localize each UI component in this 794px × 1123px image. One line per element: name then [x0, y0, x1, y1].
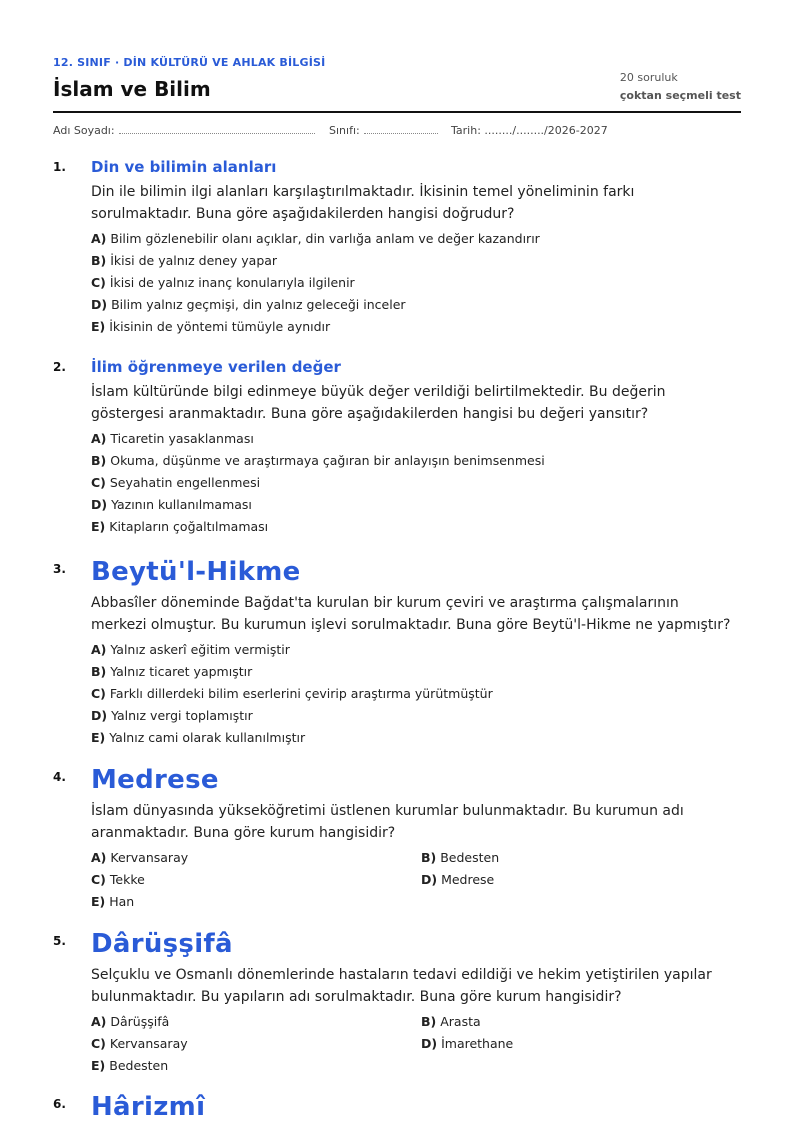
class-label: Sınıfı:	[329, 124, 360, 137]
question-number: 2.	[53, 360, 66, 374]
option-b[interactable]: B) Bedesten	[421, 850, 500, 865]
question-count: 20 soruluk	[619, 71, 678, 84]
option-e[interactable]: E) Yalnız cami olarak kullanılmıştır	[91, 730, 306, 745]
options-grid	[91, 847, 731, 913]
options-grid	[91, 1011, 731, 1077]
option-e[interactable]: E) Kitapların çoğaltılmaması	[91, 519, 269, 534]
option-d[interactable]: D) Bilim yalnız geçmişi, din yalnız geleceği inceler	[91, 297, 406, 312]
name-field[interactable]	[53, 124, 315, 137]
option-a[interactable]: A) Ticaretin yasaklanması	[91, 431, 254, 446]
question-stem: Din ile bilimin ilgi alanları karşılaştırılmaktadır. İkisinin temel yöneliminin farkı sorulmaktadır. Buna göre aşağıdakilerden hangisi doğrudur?	[91, 184, 635, 222]
question-heading: Din ve bilimin alanları	[91, 158, 277, 176]
question-heading: Beytü'l-Hikme	[91, 557, 301, 587]
option-a[interactable]: A) Bilim gözlenebilir olanı açıklar, din varlığa anlam ve değer kazandırır	[91, 231, 540, 246]
test-type: çoktan seçmeli test	[619, 89, 741, 102]
option-a[interactable]: A) Kervansaray	[91, 850, 189, 865]
question-number: 5.	[53, 934, 66, 948]
question-number: 3.	[53, 562, 66, 576]
class-field[interactable]	[329, 124, 438, 137]
class-blank[interactable]	[364, 124, 438, 134]
option-d[interactable]: D) Yalnız vergi toplamıştır	[91, 708, 253, 723]
options-list	[91, 428, 731, 538]
question-number: 4.	[53, 770, 66, 784]
option-d[interactable]: D) Yazının kullanılmaması	[91, 497, 252, 512]
option-c[interactable]: C) İkisi de yalnız inanç konularıyla ilgilenir	[91, 275, 355, 290]
option-b[interactable]: B) Yalnız ticaret yapmıştır	[91, 664, 253, 679]
options-list	[91, 228, 731, 338]
question-heading: İlim öğrenmeye verilen değer	[91, 358, 341, 376]
name-blank[interactable]	[119, 124, 315, 134]
course-subtitle: 12. SINIF · DİN KÜLTÜRÜ VE AHLAK BİLGİSİ	[53, 56, 326, 69]
option-c[interactable]: C) Farklı dillerdeki bilim eserlerini çevirip araştırma yürütmüştür	[91, 686, 493, 701]
option-a[interactable]: A) Dârüşşifâ	[91, 1014, 170, 1029]
date-value: ......../......../2026-2027	[484, 124, 608, 137]
header-divider	[53, 111, 741, 113]
option-b[interactable]: B) Okuma, düşünme ve araştırmaya çağıran bir anlayışın benimsenmesi	[91, 453, 545, 468]
question-stem: İslam kültüründe bilgi edinmeye büyük değer verildiği belirtilmektedir. Bu değerin göstergesi aranmaktadır. Buna göre aşağıdakilerden hangisi bu değeri yansıtır?	[91, 384, 666, 422]
option-d[interactable]: D) İmarethane	[421, 1036, 514, 1051]
name-label: Adı Soyadı:	[53, 124, 115, 137]
option-e[interactable]: E) İkisinin de yöntemi tümüyle aynıdır	[91, 319, 331, 334]
question-heading: Medrese	[91, 765, 219, 795]
option-d[interactable]: D) Medrese	[421, 872, 495, 887]
test-meta	[620, 71, 741, 102]
question-stem: Abbasîler döneminde Bağdat'ta kurulan bir kurum çeviri ve araştırma çalışmalarının merkezi olmuştur. Bu kurumun işlevi sorulmaktadır. Buna göre Beytü'l-Hikme ne yapmıştır?	[91, 595, 731, 633]
date-field[interactable]	[451, 124, 608, 137]
options-list	[91, 639, 731, 749]
question-number: 1.	[53, 160, 66, 174]
question-stem: Selçuklu ve Osmanlı dönemlerinde hastaların tedavi edildiği ve hekim yetiştirilen yapılar bulunmaktadır. Bu yapıların adı sorulmaktadır. Buna göre kurum hangisidir?	[91, 967, 712, 1005]
page-title: İslam ve Bilim	[53, 77, 211, 101]
option-c[interactable]: C) Tekke	[91, 872, 145, 887]
question-heading: Hârizmî	[91, 1092, 206, 1122]
option-c[interactable]: C) Seyahatin engellenmesi	[91, 475, 261, 490]
option-b[interactable]: B) İkisi de yalnız deney yapar	[91, 253, 278, 268]
option-a[interactable]: A) Yalnız askerî eğitim vermiştir	[91, 642, 290, 657]
option-c[interactable]: C) Kervansaray	[91, 1036, 188, 1051]
option-e[interactable]: E) Bedesten	[91, 1058, 169, 1073]
question-number: 6.	[53, 1097, 66, 1111]
option-b[interactable]: B) Arasta	[421, 1014, 481, 1029]
option-e[interactable]: E) Han	[91, 894, 135, 909]
date-label: Tarih:	[451, 124, 481, 137]
question-heading: Dârüşşifâ	[91, 929, 233, 959]
question-stem: İslam dünyasında yükseköğretimi üstlenen kurumlar bulunmaktadır. Bu kurumun adı aranmaktadır. Buna göre kurum hangisidir?	[91, 803, 684, 841]
